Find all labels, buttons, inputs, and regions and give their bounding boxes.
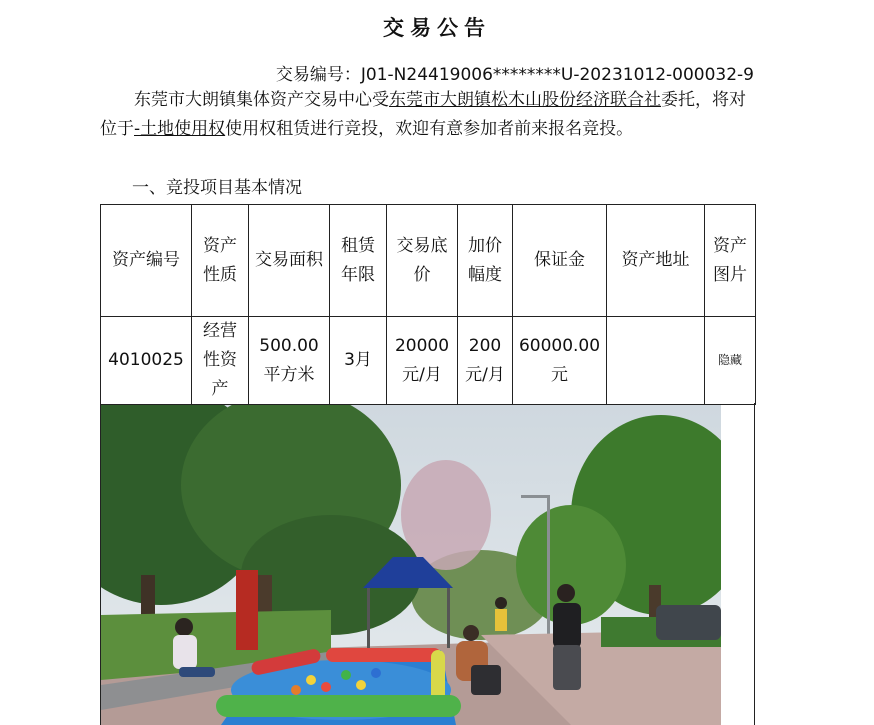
asset-photo (101, 405, 721, 725)
header-deposit: 保证金 (513, 205, 607, 317)
header-image: 资产图片 (705, 205, 756, 317)
intro-text-1: 东莞市大朗镇集体资产交易中心受 (134, 90, 389, 110)
header-area: 交易面积 (249, 205, 330, 317)
project-info-table (100, 204, 756, 405)
entrustor-link[interactable]: 东莞市大朗镇松木山股份经济联合社 (389, 90, 661, 110)
header-address: 资产地址 (607, 205, 705, 317)
page-title: 交易公告 (383, 16, 491, 40)
header-nature: 资产性质 (192, 205, 249, 317)
header-increment: 加价幅度 (458, 205, 513, 317)
frame-right (754, 403, 755, 725)
cell-address (607, 317, 705, 405)
intro-text-2: 委托，将对位于 (100, 90, 746, 139)
cell-increment: 200元/月 (458, 317, 513, 405)
cell-deposit: 60000.00元 (513, 317, 607, 405)
cell-area: 500.00平方米 (249, 317, 330, 405)
table-row (101, 317, 756, 405)
cell-base-price: 20000元/月 (387, 317, 458, 405)
asset-link[interactable]: -土地使用权 (134, 119, 226, 139)
section-heading: 一、竞投项目基本情况 (132, 178, 302, 198)
intro-text-3: 使用权租赁进行竞投，欢迎有意参加者前来报名竞投。 (225, 119, 634, 139)
transaction-number: 交易编号：J01-N24419006********U-20231012-000032-9 (275, 65, 754, 85)
hide-image-toggle[interactable]: 隐藏 (705, 317, 756, 405)
header-asset-no: 资产编号 (101, 205, 192, 317)
table-header-row (101, 205, 756, 317)
header-term: 租赁年限 (330, 205, 387, 317)
cell-nature: 经营性资产 (192, 317, 249, 405)
cell-asset-no: 4010025 (101, 317, 192, 405)
header-base-price: 交易底价 (387, 205, 458, 317)
intro-paragraph (100, 86, 760, 144)
park-photo-icon (101, 405, 721, 725)
cell-term: 3月 (330, 317, 387, 405)
